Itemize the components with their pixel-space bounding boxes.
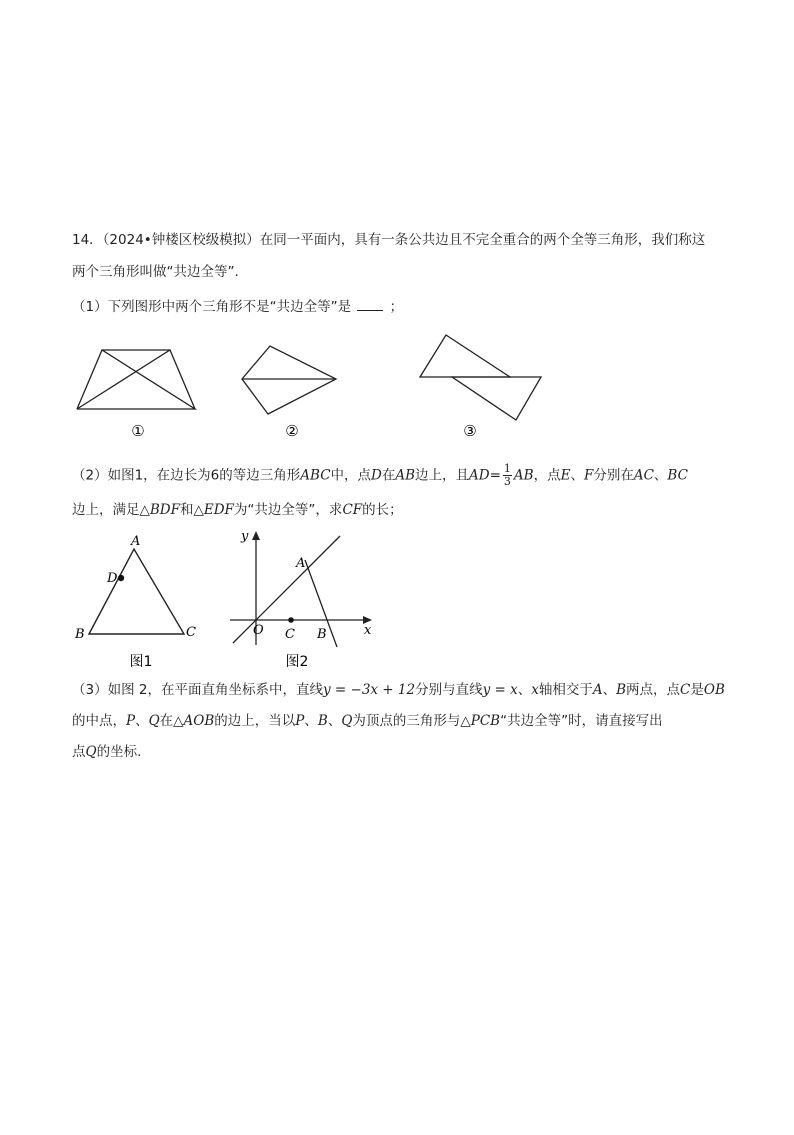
caption-circle-2: ②: [285, 422, 299, 440]
text: 分别在: [593, 467, 634, 484]
text: 的中点，: [72, 713, 126, 729]
var-ab: AB: [513, 467, 534, 484]
text: 中，点: [330, 467, 372, 484]
var-p: P: [126, 713, 136, 729]
text: 、: [304, 713, 318, 729]
fig1-equilateral-triangle: [74, 534, 196, 670]
text: 为顶点的三角形与: [352, 713, 461, 729]
var-ac: AC: [633, 467, 654, 484]
text: 、: [570, 467, 584, 484]
text: 在: [381, 467, 396, 484]
fig1-label-d: D: [107, 571, 118, 586]
equation-line-1: y = −3x + 12: [322, 682, 416, 698]
var-cf: CF: [342, 502, 363, 518]
var-triangle-edf: △EDF: [193, 502, 234, 518]
figure-3-offset-triangles: [420, 335, 541, 420]
var-q: Q: [85, 744, 97, 760]
var-ob: OB: [703, 682, 725, 698]
fig2-label-a: A: [296, 556, 306, 571]
text: 、: [602, 682, 617, 698]
part1-prefix: （1）下列图形中两个三角形不是“共边全等”是: [72, 299, 352, 315]
text: 、: [327, 713, 342, 729]
text: ，点: [533, 467, 561, 484]
fraction-one-third: [503, 463, 512, 488]
part2-line-2: [72, 500, 403, 520]
var-e: E: [560, 467, 571, 484]
var-triangle-pcb: △PCB: [460, 713, 501, 729]
figure-2-kite-triangles: [242, 346, 336, 414]
text: 边上，满足: [72, 502, 140, 518]
var-b: B: [317, 713, 328, 729]
fig1-label-a: A: [131, 534, 141, 549]
text: 的边上，当以: [214, 713, 296, 729]
var-c: C: [680, 682, 691, 698]
text: 点: [72, 744, 86, 760]
var-triangle-aob: △AOB: [173, 713, 215, 729]
fig2-label-b: B: [317, 627, 327, 642]
fig2-label-o: O: [253, 623, 264, 638]
var-b: B: [616, 682, 627, 698]
text: （3）如图 2，在平面直角坐标系中，直线: [72, 682, 323, 698]
fig2-caption: 图2: [285, 654, 309, 670]
var-d: D: [371, 467, 382, 484]
var-q: Q: [148, 713, 160, 729]
part2-line-1: [72, 463, 688, 488]
var-triangle-bdf: △BDF: [139, 502, 180, 518]
text: 、: [653, 467, 668, 484]
fraction-denominator: 3: [503, 475, 511, 488]
text: 分别与直线: [415, 682, 483, 698]
part1-suffix: ；: [389, 299, 404, 315]
fig1-caption: 图1: [129, 654, 153, 670]
equals-sign: =: [489, 467, 501, 484]
text: 的坐标.: [96, 744, 142, 760]
point-d: [118, 575, 124, 581]
var-f: F: [583, 467, 594, 484]
text: 是: [690, 682, 704, 698]
fig1-label-c: C: [186, 625, 196, 640]
problem-line-2: 两个三角形叫做“共边全等”.: [72, 264, 239, 280]
part3-line-1: [72, 680, 725, 700]
text: 、: [517, 682, 532, 698]
var-q: Q: [341, 713, 353, 729]
text: 两点，点: [626, 682, 681, 698]
fraction-numerator: 1: [503, 462, 511, 475]
text: 为“共边全等”，求: [233, 502, 343, 518]
text: 的长；: [362, 502, 403, 518]
var-ad: AD: [469, 467, 490, 484]
problem-line-1: 14．（2024•钟楼区校级模拟）在同一平面内，具有一条公共边且不完全重合的两个全等三角形，我们称这: [72, 232, 706, 248]
text: “共边全等”时，请直接写出: [500, 713, 663, 729]
text: （2）如图1，在边长为6的等边三角形: [72, 467, 301, 484]
caption-circle-1: ①: [131, 422, 145, 440]
text: 、: [135, 713, 149, 729]
fig2-label-x: x: [364, 623, 372, 638]
var-p: P: [295, 713, 305, 729]
var-abc: ABC: [300, 467, 331, 484]
caption-circle-3: ③: [463, 422, 477, 440]
fig2-coordinate-plane: [230, 529, 372, 670]
text: 轴相交于: [538, 682, 593, 698]
text: 边上，且: [415, 467, 470, 484]
var-a: A: [592, 682, 603, 698]
part3-line-2: [72, 711, 663, 731]
fig1-label-b: B: [75, 627, 85, 642]
point-c: [288, 617, 294, 623]
equation-line-2: y = x: [482, 682, 518, 698]
fig2-label-y: y: [241, 529, 249, 544]
text: 和: [180, 502, 194, 518]
var-x: x: [531, 682, 539, 698]
text: 在: [159, 713, 174, 729]
part3-line-3: [72, 742, 141, 762]
fig2-label-c: C: [285, 627, 295, 642]
var-bc: BC: [667, 467, 688, 484]
var-ab: AB: [395, 467, 416, 484]
